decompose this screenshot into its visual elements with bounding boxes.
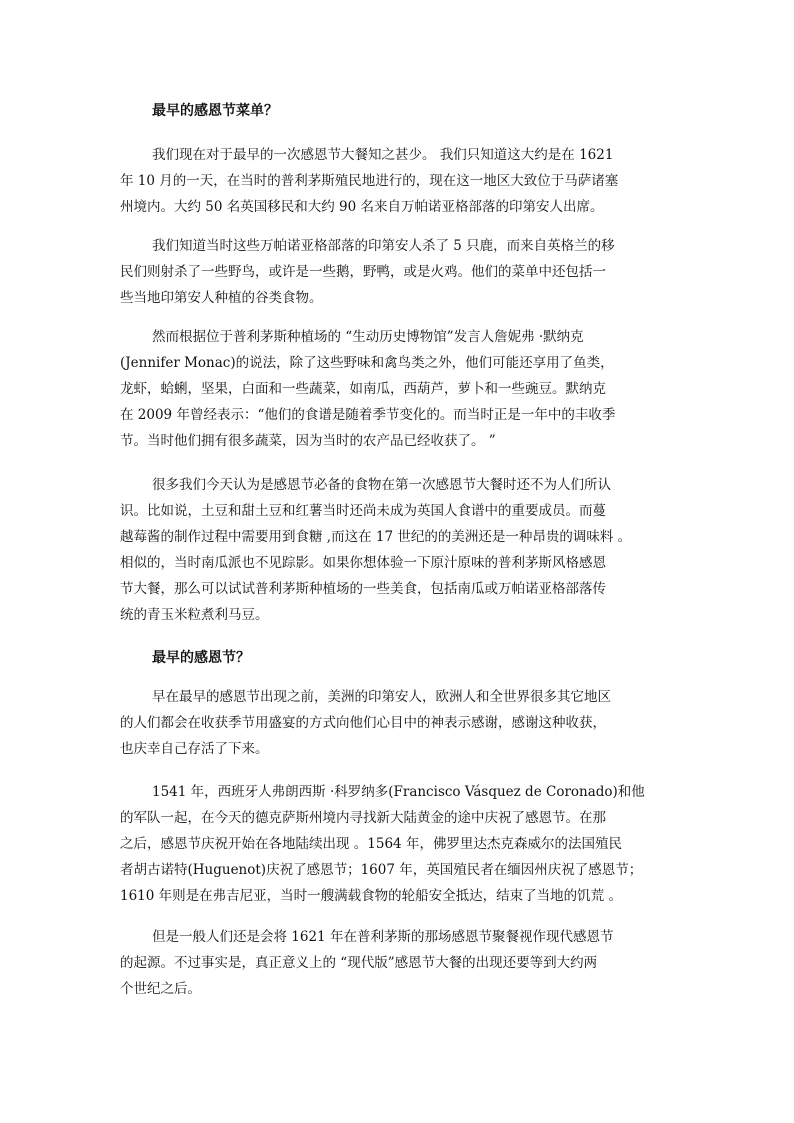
paragraph-6 bbox=[120, 779, 680, 909]
paragraph-line: 的起源。不过事实是，真正意义上的 “现代版”感恩节大餐的出现还要等到大约两 bbox=[120, 955, 598, 971]
paragraph-line: (Jennifer Monac)的说法，除了这些野味和禽鸟类之外，他们可能还享用了鱼类， bbox=[120, 355, 614, 371]
paragraph-5 bbox=[120, 684, 680, 762]
paragraph-line: 的军队一起，在今天的德克萨斯州境内寻找新大陆黄金的途中庆祝了感恩节。在那 bbox=[120, 810, 606, 826]
paragraph-7 bbox=[120, 924, 680, 1002]
paragraph-line: 节。当时他们拥有很多蔬菜，因为当时的农产品已经收获了。 ” bbox=[120, 433, 496, 449]
paragraph-line: 统的青玉米粒煮利马豆。 bbox=[120, 607, 269, 623]
section-heading-earliest-menu: 最早的感恩节菜单？ bbox=[152, 103, 278, 119]
paragraph-line: 之后，感恩节庆祝开始在各地陆续出现 。1564 年，佛罗里达杰克森威尔的法国殖民 bbox=[120, 836, 622, 852]
paragraph-line: 也庆幸自己存活了下来。 bbox=[120, 741, 269, 757]
paragraph-line: 1541 年，西班牙人弗朗西斯 ·科罗纳多(Francisco Vásquez de Coronado)和他 bbox=[152, 784, 645, 800]
paragraph-line: 早在最早的感恩节出现之前，美洲的印第安人，欧洲人和全世界很多其它地区 bbox=[152, 689, 611, 705]
paragraph-line: 年 10 月的一天，在当时的普利茅斯殖民地进行的，现在这一地区大致位于马萨诸塞 bbox=[120, 173, 619, 189]
paragraph-2 bbox=[120, 233, 680, 311]
paragraph-line: 然而根据位于普利茅斯种植场的 “生动历史博物馆”发言人詹妮弗 ·默纳克 bbox=[152, 329, 584, 345]
paragraph-line: 者胡古诺特(Huguenot)庆祝了感恩节；1607 年，英国殖民者在缅因州庆祝了感恩节； bbox=[120, 862, 643, 878]
paragraph-3 bbox=[120, 324, 680, 454]
paragraph-4 bbox=[120, 472, 680, 628]
paragraph-line: 州境内。大约 50 名英国移民和大约 90 名来自万帕诺亚格部落的印第安人出席。 bbox=[120, 199, 604, 215]
paragraph-line: 的人们都会在收获季节用盛宴的方式向他们心目中的神表示感谢，感谢这种收获， bbox=[120, 715, 606, 731]
paragraph-line: 龙虾，蛤蜊，坚果，白面和一些蔬菜，如南瓜，西葫芦，萝卜和一些豌豆。默纳克 bbox=[120, 381, 606, 397]
paragraph-line: 我们知道当时这些万帕诺亚格部落的印第安人杀了 5 只鹿，而来自英格兰的移 bbox=[152, 238, 615, 254]
paragraph-line: 民们则射杀了一些野鸟，或许是一些鹅，野鸭，或是火鸡。他们的菜单中还包括一 bbox=[120, 264, 606, 280]
paragraph-line: 越莓酱的制作过程中需要用到食糖 ,而这在 17 世纪的的美洲还是一种昂贵的调味料 。 bbox=[120, 529, 632, 545]
paragraph-line: 识。比如说，土豆和甜土豆和红薯当时还尚未成为英国人食谱中的重要成员。而蔓 bbox=[120, 503, 606, 519]
section-heading-earliest-thanksgiving: 最早的感恩节？ bbox=[152, 650, 250, 666]
paragraph-line: 些当地印第安人种植的谷类食物。 bbox=[120, 290, 323, 306]
paragraph-line: 在 2009 年曾经表示：“他们的食谱是随着季节变化的。而当时正是一年中的丰收季 bbox=[120, 407, 616, 423]
paragraph-line: 1610 年则是在弗吉尼亚，当时一艘满载食物的轮船安全抵达，结束了当地的饥荒 。 bbox=[120, 888, 622, 904]
paragraph-line: 相似的，当时南瓜派也不见踪影。如果你想体验一下原汁原味的普利茅斯风格感恩 bbox=[120, 555, 606, 571]
paragraph-line: 但是一般人们还是会将 1621 年在普利茅斯的那场感恩节聚餐视作现代感恩节 bbox=[152, 929, 614, 945]
paragraph-line: 我们现在对于最早的一次感恩节大餐知之甚少。 我们只知道这大约是在 1621 bbox=[152, 147, 614, 163]
paragraph-line: 节大餐，那么可以试试普利茅斯种植场的一些美食，包括南瓜或万帕诺亚格部落传 bbox=[120, 581, 606, 597]
paragraph-line: 个世纪之后。 bbox=[120, 981, 201, 997]
paragraph-line: 很多我们今天认为是感恩节必备的食物在第一次感恩节大餐时还不为人们所认 bbox=[152, 477, 611, 493]
paragraph-1 bbox=[120, 142, 680, 220]
